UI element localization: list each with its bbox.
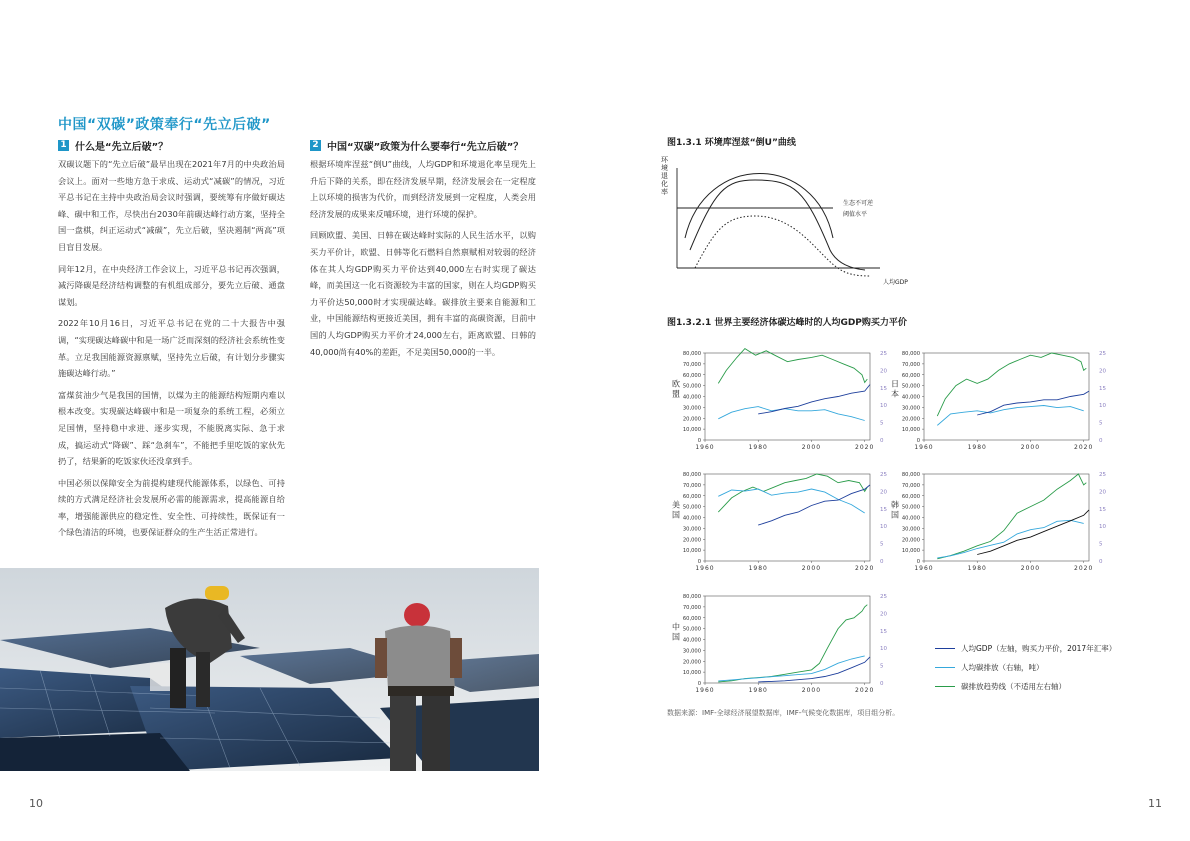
page-number-right: 11 xyxy=(1148,797,1162,810)
right-tick-label: 25 xyxy=(880,351,887,357)
right-tick-label: 20 xyxy=(1099,489,1106,496)
right-tick-label: 25 xyxy=(1099,472,1106,478)
left-tick-label: 20,000 xyxy=(901,416,920,423)
emission-line xyxy=(937,406,1083,426)
panel-name: 日本 xyxy=(891,379,899,399)
right-tick-label: 25 xyxy=(880,594,887,600)
left-tick-label: 70,000 xyxy=(901,361,920,368)
section-1-number: 1 xyxy=(58,140,69,151)
left-tick-label: 20,000 xyxy=(901,537,920,544)
panel-name: 韩国 xyxy=(891,500,899,520)
left-tick-label: 80,000 xyxy=(682,594,701,600)
left-tick-label: 30,000 xyxy=(682,405,701,412)
section-1-heading xyxy=(58,138,285,153)
x-tick-label: 2020 xyxy=(855,687,875,694)
figure-2-title: 图1.3.2.1 世界主要经济体碳达峰时的人均GDP购买力平价 xyxy=(667,318,907,328)
right-tick-label: 15 xyxy=(1099,385,1106,392)
left-tick-label: 20,000 xyxy=(682,537,701,544)
left-tick-label: 10,000 xyxy=(682,427,701,434)
left-tick-label: 30,000 xyxy=(682,648,701,655)
left-tick-label: 40,000 xyxy=(682,637,701,644)
right-tick-label: 5 xyxy=(1099,420,1103,427)
gdp-line xyxy=(977,391,1089,415)
right-tick-label: 15 xyxy=(880,385,887,392)
kuznets-curve-dashed xyxy=(695,216,870,276)
trend-line xyxy=(718,349,867,384)
left-tick-label: 80,000 xyxy=(901,351,920,357)
right-tick-label: 0 xyxy=(1099,438,1103,444)
panel-frame xyxy=(705,474,870,561)
legend-label-emission: 人均碳排放（右轴，吨） xyxy=(961,663,1044,672)
right-tick-label: 0 xyxy=(880,681,884,687)
chart-legend xyxy=(935,643,1116,692)
gdp-line xyxy=(758,385,870,414)
left-tick-label: 0 xyxy=(697,681,701,687)
left-tick-label: 70,000 xyxy=(682,482,701,489)
right-tick-label: 20 xyxy=(1099,368,1106,375)
x-tick-label: 1980 xyxy=(748,444,768,451)
legend-item-trend xyxy=(935,681,1116,692)
emission-line xyxy=(718,407,864,421)
left-tick-label: 70,000 xyxy=(901,482,920,489)
right-tick-label: 10 xyxy=(1099,403,1106,410)
kuznets-ylabel: 环境退化率 xyxy=(661,156,668,196)
right-tick-label: 5 xyxy=(880,420,884,427)
panel-name: 中国 xyxy=(672,622,680,642)
legend-swatch-gdp xyxy=(935,648,955,650)
x-tick-label: 2000 xyxy=(801,444,822,451)
right-tick-label: 0 xyxy=(880,438,884,444)
x-tick-label: 1980 xyxy=(967,444,987,451)
left-tick-label: 10,000 xyxy=(901,548,920,555)
left-tick-label: 40,000 xyxy=(682,515,701,522)
section-1-paragraph: 中国必须以保障安全为前提构建现代能源体系，以绿色、可持续的方式满足经济社会发展所必需的能源需求，提高能源自给率，增强能源供应的稳定性、安全性、可持续性，既保证有一个绿色清洁的环境，也要保证群众的生产生活正常进行。 xyxy=(58,477,285,538)
x-tick-label: 1960 xyxy=(695,687,715,694)
left-tick-label: 50,000 xyxy=(682,504,701,511)
right-tick-label: 25 xyxy=(880,472,887,478)
right-tick-label: 15 xyxy=(1099,506,1106,513)
x-tick-label: 2020 xyxy=(1074,444,1094,451)
x-tick-label: 2000 xyxy=(801,565,822,572)
left-tick-label: 10,000 xyxy=(682,548,701,555)
trend-line xyxy=(718,474,867,512)
x-tick-label: 1960 xyxy=(914,444,934,451)
left-tick-label: 30,000 xyxy=(901,526,920,533)
right-tick-label: 5 xyxy=(880,541,884,548)
left-tick-label: 20,000 xyxy=(682,416,701,423)
left-tick-label: 30,000 xyxy=(901,405,920,412)
trend-line xyxy=(937,474,1086,559)
x-tick-label: 1960 xyxy=(695,444,715,451)
right-tick-label: 0 xyxy=(880,559,884,565)
right-tick-label: 20 xyxy=(880,489,887,496)
panel-name: 美国 xyxy=(672,500,680,520)
kuznets-threshold-label-1: 生态不可逆 xyxy=(843,200,874,207)
gdp-line xyxy=(758,657,870,682)
left-tick-label: 0 xyxy=(697,559,701,565)
section-2-heading xyxy=(310,138,536,153)
section-2-number: 2 xyxy=(310,140,321,151)
kuznets-xlabel: 人均GDP xyxy=(883,279,908,286)
section-1 xyxy=(58,138,285,546)
section-1-paragraph: 双碳议题下的“先立后破”最早出现在2021年7月的中央政治局会议上。面对一些地方急于求成、运动式“减碳”的情况，习近平总书记在主持中央政治局会议时强调，要统筹有序做好碳达峰、碳中和工作，尽快出台2030年前碳达峰行动方案，坚持全国一盘棋，纠正运动式“减碳”，先立后破，坚决遏制“两高”项目盲目发展。 xyxy=(58,159,285,252)
x-tick-label: 2020 xyxy=(1074,565,1094,572)
left-tick-label: 60,000 xyxy=(682,493,701,500)
page-number-left: 10 xyxy=(29,797,43,810)
page-title: 中国“双碳”政策奉行“先立后破” xyxy=(58,117,271,133)
x-tick-label: 1960 xyxy=(914,565,934,572)
legend-item-emission xyxy=(935,662,1116,673)
figure-1-title: 图1.3.1 环境库涅兹“倒U”曲线 xyxy=(667,138,796,148)
kuznets-curve-chart xyxy=(655,150,925,290)
right-tick-label: 10 xyxy=(880,403,887,410)
x-tick-label: 1980 xyxy=(967,565,987,572)
panel-frame xyxy=(924,474,1089,561)
left-tick-label: 80,000 xyxy=(901,472,920,478)
right-tick-label: 5 xyxy=(880,663,884,670)
left-tick-label: 80,000 xyxy=(682,472,701,478)
legend-label-trend: 碳排放趋势线（不适用左右轴） xyxy=(961,682,1066,691)
left-tick-label: 0 xyxy=(916,559,920,565)
photo-illustration xyxy=(0,568,539,771)
left-tick-label: 40,000 xyxy=(901,394,920,401)
kuznets-threshold-label-2: 阈值水平 xyxy=(843,211,868,218)
emission-line xyxy=(937,520,1083,558)
left-tick-label: 60,000 xyxy=(901,372,920,379)
right-tick-label: 20 xyxy=(880,611,887,618)
left-tick-label: 10,000 xyxy=(901,427,920,434)
legend-swatch-trend xyxy=(935,686,955,688)
x-tick-label: 2020 xyxy=(855,444,875,451)
legend-label-gdp: 人均GDP（左轴，购买力平价，2017年汇率） xyxy=(961,644,1117,653)
left-tick-label: 10,000 xyxy=(682,670,701,677)
left-tick-label: 50,000 xyxy=(901,504,920,511)
left-tick-label: 50,000 xyxy=(682,383,701,390)
section-1-paragraph: 2022年10月16日，习近平总书记在党的二十大报告中强调，“实现碳达峰碳中和是一场广泛而深刻的经济社会系统性变革。立足我国能源资源禀赋，坚持先立后破，有计划分步骤实施碳达峰行动。” xyxy=(58,318,285,379)
left-tick-label: 0 xyxy=(697,438,701,444)
legend-item-gdp xyxy=(935,643,1116,654)
x-tick-label: 1960 xyxy=(695,565,715,572)
solar-panel-workers-photo xyxy=(0,568,539,771)
right-tick-label: 5 xyxy=(1099,541,1103,548)
section-1-paragraph: 富煤贫油少气是我国的国情，以煤为主的能源结构短期内难以根本改变。实现碳达峰碳中和是一项复杂的系统工程，必须立足国情，坚持稳中求进、逐步实现，不能脱离实际、急于求成，搞运动式“降碳”、踩“急刹车”，不能把手里吃饭的家伙先扔了，结果新的吃饭家伙还没拿到手。 xyxy=(58,389,285,467)
section-2-paragraph: 回顾欧盟、美国、日韩在碳达峰时实际的人民生活水平，以购买力平价计，欧盟、日韩等化石燃料自然禀赋相对较弱的经济体在其人均GDP购买力平价达到40,000左右时实现了碳达峰，而美国这一化石资源较为丰富的国家，则在人均GDP购买力平价达50,000时才实现碳达峰。碳排放主要来自能源和工业，中国能源结构更接近美国，拥有丰富的高碳资源，目前中国的人均GDP购买力平价才24,000左右，距离欧盟、日韩的40,000尚有40%的差距，不足美国50,000的一半。 xyxy=(310,230,536,357)
right-tick-label: 15 xyxy=(880,506,887,513)
section-1-heading-text: 什么是“先立后破”？ xyxy=(75,142,169,153)
section-2 xyxy=(310,138,536,365)
right-tick-label: 0 xyxy=(1099,559,1103,565)
left-tick-label: 60,000 xyxy=(682,372,701,379)
left-tick-label: 50,000 xyxy=(682,626,701,633)
left-tick-label: 80,000 xyxy=(682,351,701,357)
gdp-line xyxy=(758,485,870,525)
left-tick-label: 30,000 xyxy=(682,526,701,533)
x-tick-label: 2000 xyxy=(1020,565,1041,572)
section-1-paragraph: 同年12月，在中央经济工作会议上，习近平总书记再次强调，减污降碳是经济结构调整的有机组成部分，要先立后破、通盘谋划。 xyxy=(58,263,285,307)
x-tick-label: 2020 xyxy=(855,565,875,572)
kuznets-curve-lower xyxy=(690,180,868,270)
left-tick-label: 40,000 xyxy=(682,394,701,401)
legend-swatch-emission xyxy=(935,667,955,669)
x-tick-label: 2000 xyxy=(801,687,822,694)
left-tick-label: 60,000 xyxy=(682,615,701,622)
section-2-heading-text: 中国“双碳”政策为什么要奉行“先立后破”？ xyxy=(327,142,524,153)
kuznets-curve-upper xyxy=(685,174,833,239)
right-tick-label: 20 xyxy=(880,368,887,375)
right-tick-label: 15 xyxy=(880,628,887,635)
x-tick-label: 1980 xyxy=(748,687,768,694)
right-tick-label: 10 xyxy=(880,646,887,653)
data-source-note: 数据来源：IMF-全球经济展望数据库，IMF-气候变化数据库，项目组分析。 xyxy=(667,709,900,717)
left-tick-label: 20,000 xyxy=(682,659,701,666)
left-tick-label: 70,000 xyxy=(682,361,701,368)
left-tick-label: 50,000 xyxy=(901,383,920,390)
right-tick-label: 10 xyxy=(880,524,887,531)
x-tick-label: 1980 xyxy=(748,565,768,572)
left-tick-label: 60,000 xyxy=(901,493,920,500)
x-tick-label: 2000 xyxy=(1020,444,1041,451)
gdp-line xyxy=(977,510,1089,555)
left-tick-label: 40,000 xyxy=(901,515,920,522)
right-tick-label: 10 xyxy=(1099,524,1106,531)
panel-name: 欧盟 xyxy=(672,379,680,399)
left-tick-label: 0 xyxy=(916,438,920,444)
right-tick-label: 25 xyxy=(1099,351,1106,357)
left-tick-label: 70,000 xyxy=(682,604,701,611)
emission-line xyxy=(718,656,864,681)
section-2-paragraph: 根据环境库涅兹“倒U”曲线，人均GDP和环境退化率呈现先上升后下降的关系，即在经济发展早期，经济发展会在一定程度上以环境的损害为代价，而到经济发展到一定程度，人类会用经济发展的成果来反哺环境，进行环境的保护。 xyxy=(310,159,536,219)
